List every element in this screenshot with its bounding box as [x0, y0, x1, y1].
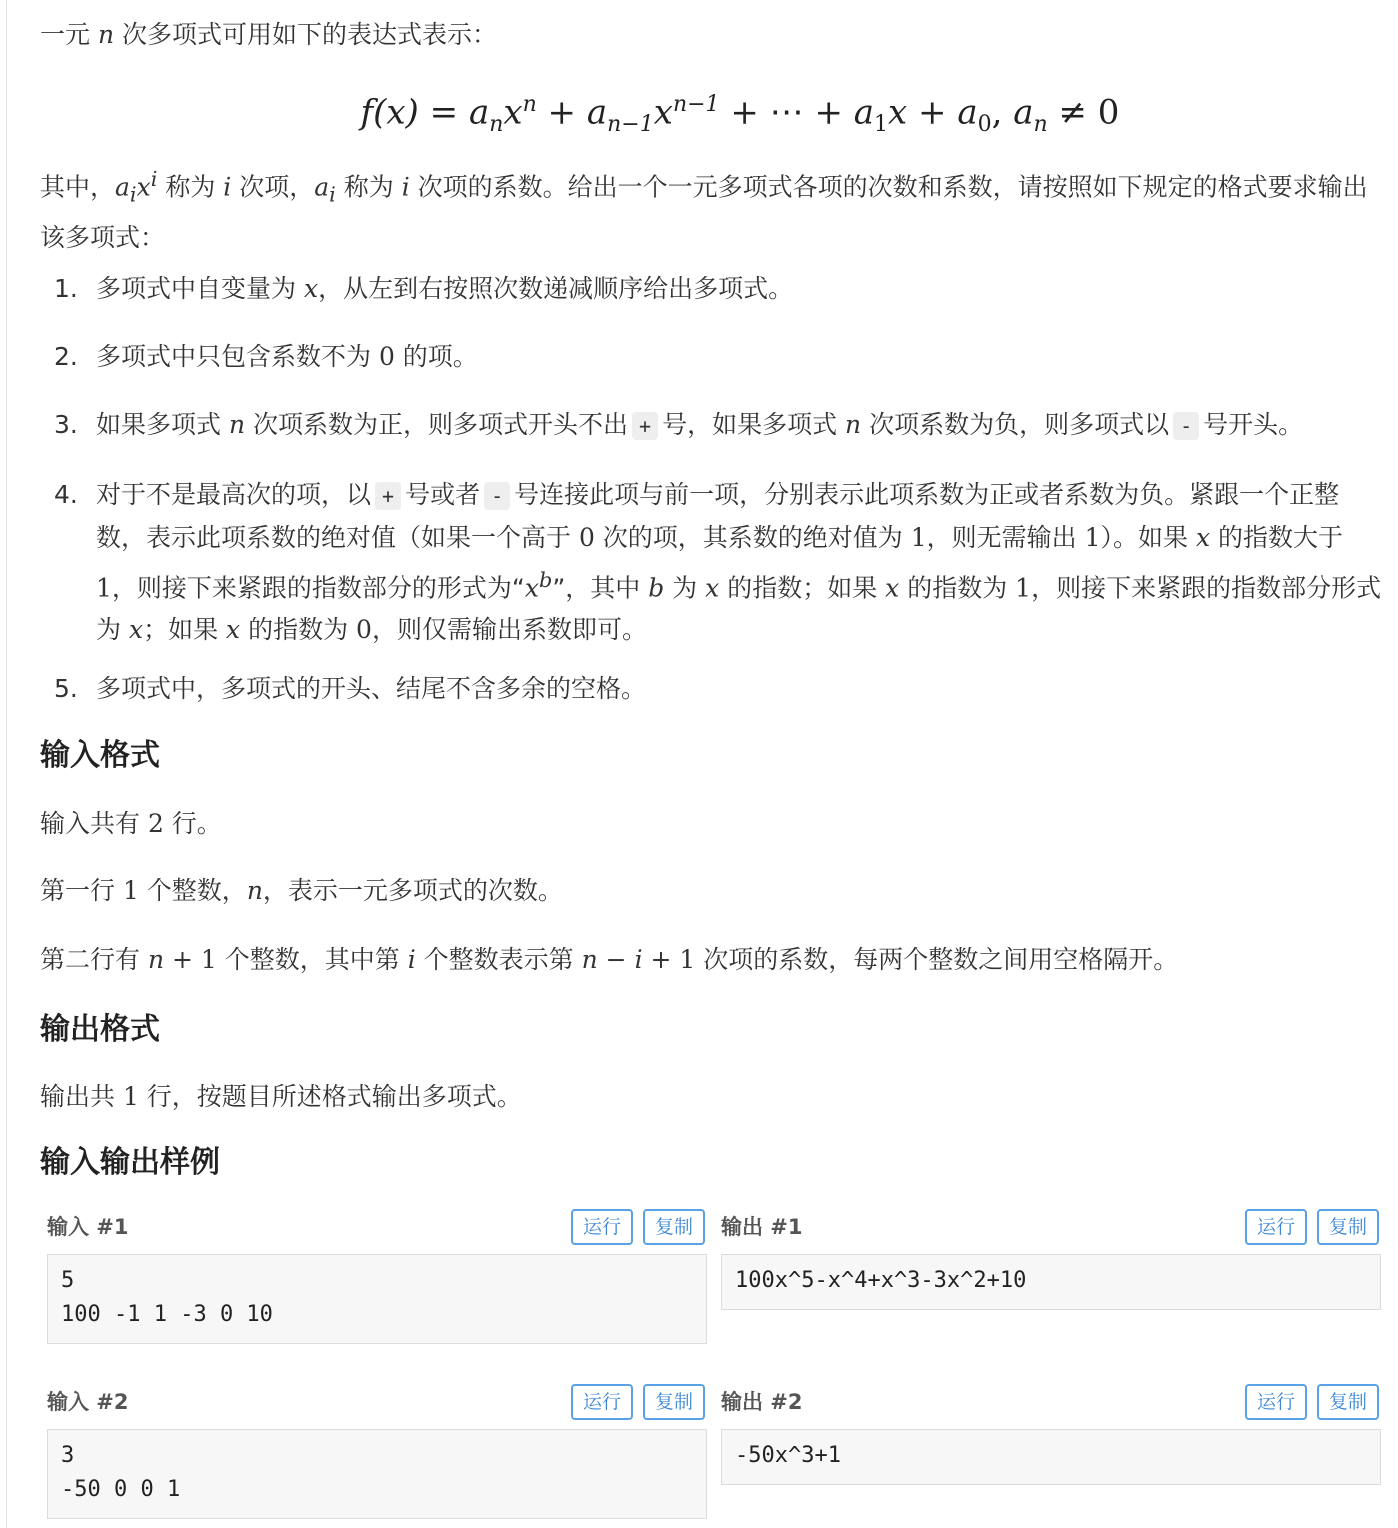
rule-item-5: 5. 多项式中，多项式的开头、结尾不含多余的空格。: [54, 674, 647, 703]
copy-button-input-1[interactable]: 复制: [643, 1209, 705, 1245]
rule-item-2: 2. 多项式中只包含系数不为 0 的项。: [54, 342, 478, 371]
minus-code: -: [484, 482, 510, 510]
copy-button-output-2[interactable]: 复制: [1317, 1384, 1379, 1420]
output-format-heading: 输出格式: [40, 1012, 160, 1047]
plus-code: +: [375, 482, 401, 510]
polynomial-formula: $f(x) = a_nx^n + a_{n-1}x^{n-1}$ + ⋯ + $a_1x + a_0$, $a_n \ne 0$: [360, 92, 1120, 138]
run-button-output-2[interactable]: 运行: [1245, 1384, 1307, 1420]
sample-output-label-1: 输出 #1: [721, 1215, 803, 1239]
sample-output-box-2: -50x^3+1: [721, 1429, 1381, 1485]
run-button-input-2[interactable]: 运行: [571, 1384, 633, 1420]
sample-input-box-1: 5 100 -1 1 -3 0 10: [47, 1254, 707, 1344]
intro-text: 一元 n 次多项式可用如下的表达式表示：: [40, 20, 498, 49]
plus-code: +: [632, 412, 658, 440]
samples-heading: 输入输出样例: [40, 1145, 220, 1180]
input-format-line-2: 第一行 1 个整数，n，表示一元多项式的次数。: [40, 876, 563, 905]
rule-item-3: 3. 如果多项式 n 次项系数为正，则多项式开头不出 + 号，如果多项式 n 次项系数为负，则多项式以 - 号开头。: [54, 410, 1304, 439]
left-divider: [6, 0, 7, 1528]
description-text: 其中，$a_ix^i$ 称为 i 次项，$a_i$ 称为 i 次项的系数。给出一个一元多项式各项的次数和系数，请按照如下规定的格式要求输出该多项式：: [40, 167, 1368, 253]
rule-item-4: 4. 对于不是最高次的项，以 + 号或者 - 号连接此项与前一项，分别表示此项系数为正或者系数为负。紧跟一个正整数，表示此项系数的绝对值（如果一个高于 0 次的项，其系数的绝对值为 1，则无需输出 1）。如果 x 的指数大于 1，则接下来紧跟的指数部分的形式为“$x^b$”，其中 b 为 x 的指数；如果 x 的指数为 1，则接下来紧跟的指数部分形式为 x；如果 x 的指数为 0，则仅需输出系数即可。: [54, 480, 1382, 645]
sample-output-label-2: 输出 #2: [721, 1390, 803, 1414]
run-button-input-1[interactable]: 运行: [571, 1209, 633, 1245]
rule-item-1: 1. 多项式中自变量为 x，从左到右按照次数递减顺序给出多项式。: [54, 274, 794, 303]
input-format-heading: 输入格式: [40, 738, 160, 773]
run-button-output-1[interactable]: 运行: [1245, 1209, 1307, 1245]
minus-code: -: [1173, 412, 1199, 440]
input-format-line-1: 输入共有 2 行。: [40, 809, 222, 838]
sample-input-box-2: 3 -50 0 0 1: [47, 1429, 707, 1519]
sample-input-label-2: 输入 #2: [47, 1390, 129, 1414]
sample-input-label-1: 输入 #1: [47, 1215, 129, 1239]
copy-button-input-2[interactable]: 复制: [643, 1384, 705, 1420]
sample-output-box-1: 100x^5-x^4+x^3-3x^2+10: [721, 1254, 1381, 1310]
input-format-line-3: 第二行有 n + 1 个整数，其中第 i 个整数表示第 n − i + 1 次项的系数，每两个整数之间用空格隔开。: [40, 945, 1179, 974]
output-format-line: 输出共 1 行，按题目所述格式输出多项式。: [40, 1082, 522, 1111]
copy-button-output-1[interactable]: 复制: [1317, 1209, 1379, 1245]
